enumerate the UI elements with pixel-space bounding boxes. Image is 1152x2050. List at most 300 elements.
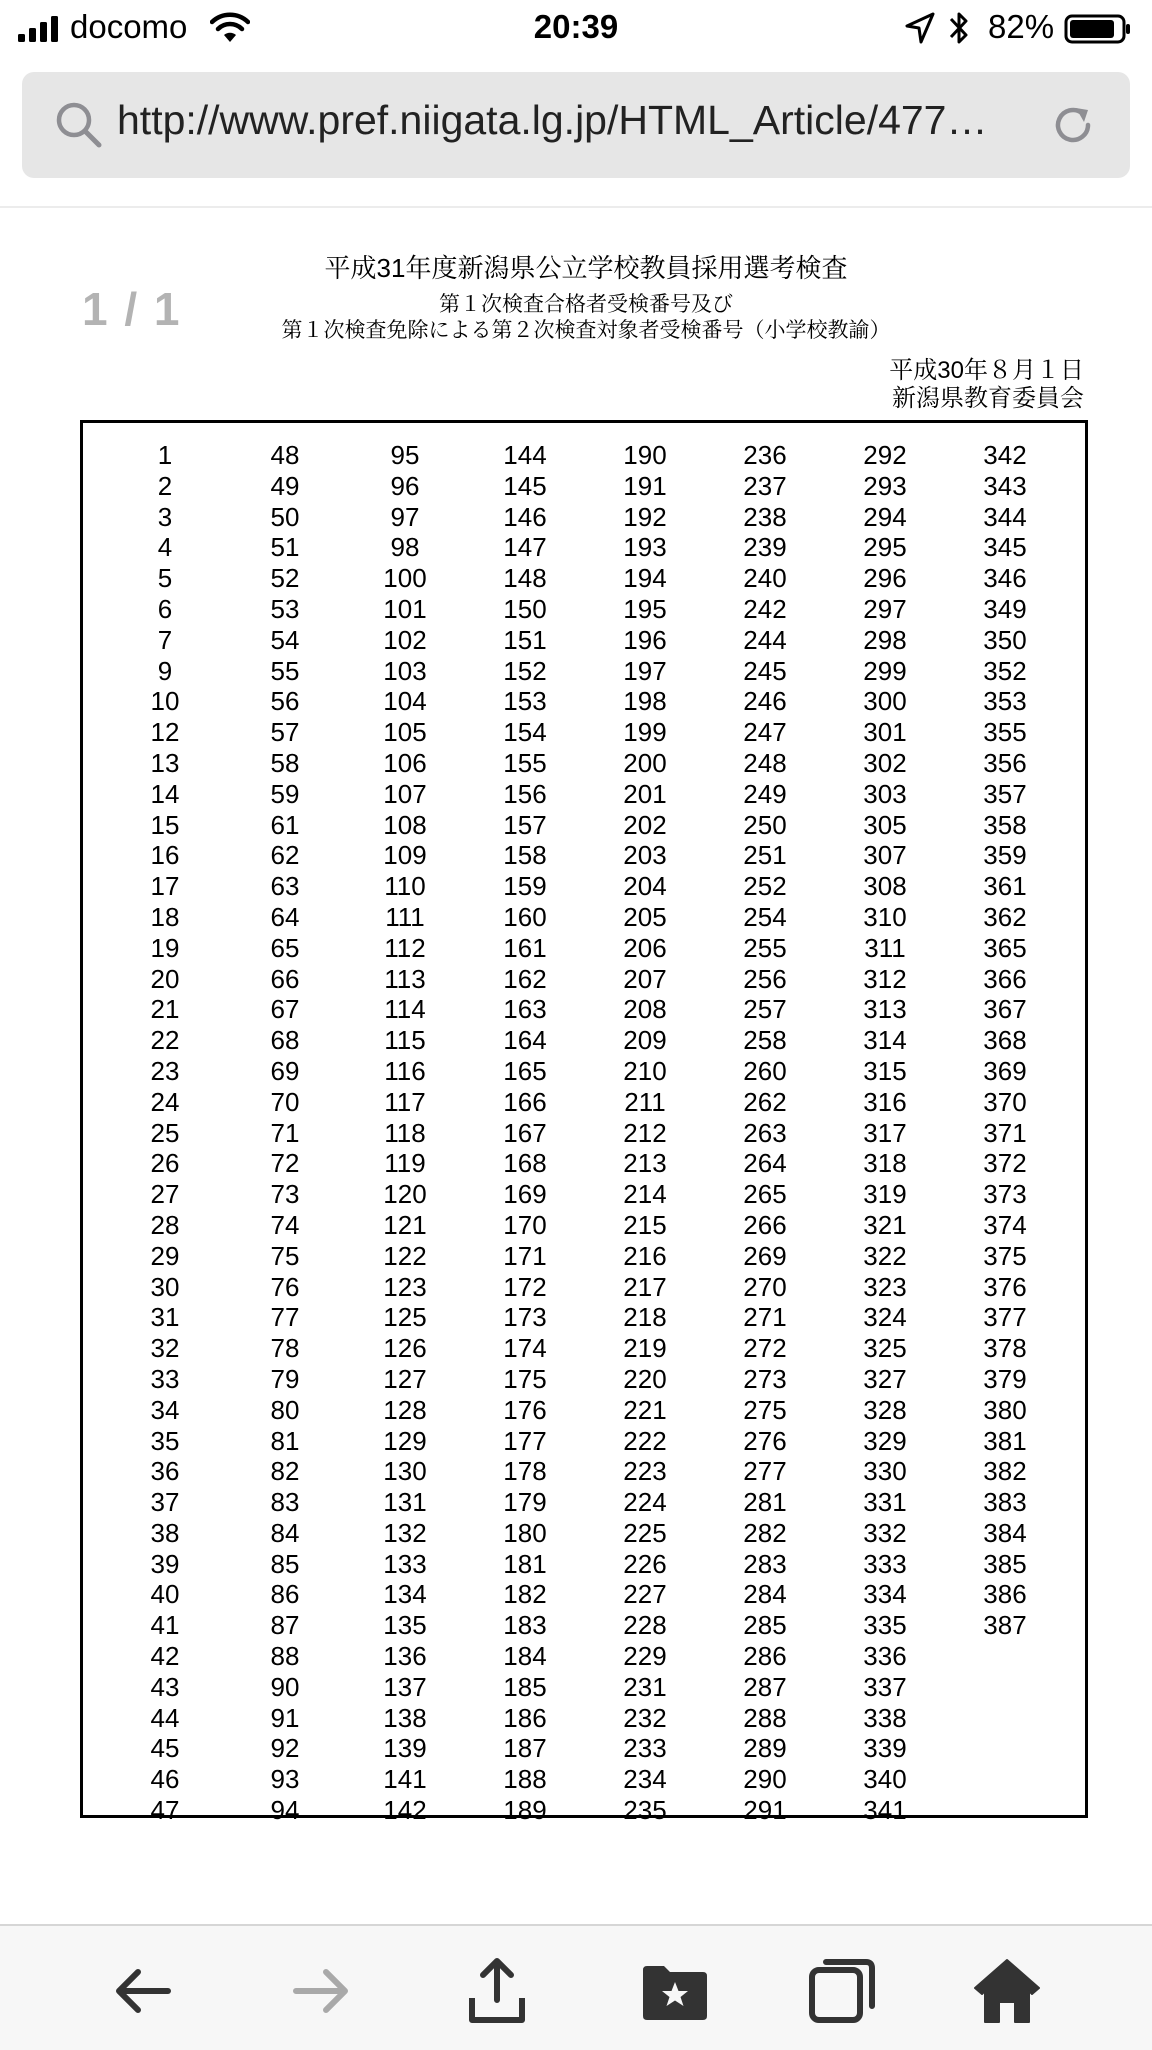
exam-number: 262 [743, 1086, 787, 1117]
exam-number: 50 [270, 501, 300, 532]
exam-number: 370 [983, 1086, 1027, 1117]
exam-number: 317 [863, 1117, 907, 1148]
exam-number: 27 [150, 1179, 180, 1210]
exam-number: 45 [150, 1733, 180, 1764]
exam-number: 113 [384, 963, 426, 994]
exam-number: 56 [270, 686, 300, 717]
exam-number: 102 [383, 624, 427, 655]
exam-number: 171 [503, 1240, 547, 1271]
exam-number: 85 [270, 1548, 300, 1579]
exam-number: 49 [270, 470, 300, 501]
exam-number: 303 [863, 778, 907, 809]
exam-number: 106 [383, 747, 427, 778]
exam-number: 337 [863, 1671, 907, 1702]
exam-number: 254 [743, 901, 787, 932]
exam-number: 275 [743, 1394, 787, 1425]
exam-number: 95 [390, 440, 420, 470]
exam-number: 61 [270, 809, 300, 840]
exam-number: 83 [270, 1487, 300, 1518]
exam-number: 315 [863, 1055, 907, 1086]
exam-number: 26 [150, 1148, 180, 1179]
exam-number: 203 [623, 840, 667, 871]
exam-number: 110 [384, 871, 426, 902]
exam-number: 192 [623, 501, 667, 532]
exam-number: 258 [743, 1025, 787, 1056]
exam-number: 381 [983, 1425, 1027, 1456]
exam-number: 68 [270, 1025, 300, 1056]
exam-number: 20 [150, 963, 180, 994]
exam-number: 216 [623, 1240, 667, 1271]
exam-number: 51 [270, 532, 300, 563]
exam-number: 250 [743, 809, 787, 840]
exam-number: 387 [983, 1610, 1027, 1641]
exam-number: 69 [270, 1055, 300, 1086]
exam-number: 63 [270, 871, 300, 902]
exam-number: 90 [270, 1671, 300, 1702]
exam-number: 293 [863, 470, 907, 501]
exam-number: 159 [503, 871, 547, 902]
exam-number: 227 [623, 1579, 667, 1610]
exam-number: 187 [503, 1733, 547, 1764]
exam-number: 232 [623, 1702, 667, 1733]
exam-number: 173 [503, 1302, 547, 1333]
exam-number: 21 [150, 994, 180, 1025]
exam-number: 175 [503, 1363, 547, 1394]
exam-number: 301 [863, 717, 907, 748]
exam-number: 271 [743, 1302, 787, 1333]
exam-number: 112 [384, 932, 426, 963]
exam-number: 223 [623, 1456, 667, 1487]
exam-number: 137 [383, 1671, 427, 1702]
exam-number: 164 [503, 1025, 547, 1056]
page-indicator: 1 / 1 [82, 283, 182, 335]
exam-number: 290 [743, 1764, 787, 1795]
exam-number: 270 [743, 1271, 787, 1302]
exam-number: 308 [863, 871, 907, 902]
exam-number: 340 [863, 1764, 907, 1795]
exam-number: 103 [383, 655, 427, 686]
exam-number: 377 [983, 1302, 1027, 1333]
exam-number: 3 [157, 501, 173, 532]
exam-number: 80 [270, 1394, 300, 1425]
exam-number: 16 [150, 840, 180, 871]
exam-number: 155 [503, 747, 547, 778]
exam-number: 44 [150, 1702, 180, 1733]
exam-number: 359 [983, 840, 1027, 871]
number-column [125, 440, 205, 1826]
reload-icon[interactable] [1048, 100, 1098, 150]
exam-number: 91 [270, 1702, 300, 1733]
exam-number: 88 [270, 1641, 300, 1672]
exam-number: 251 [743, 840, 787, 871]
exam-number: 196 [623, 624, 667, 655]
exam-number: 70 [270, 1086, 300, 1117]
number-column [725, 440, 805, 1826]
exam-number: 284 [743, 1579, 787, 1610]
exam-number: 79 [270, 1363, 300, 1394]
exam-number: 126 [383, 1333, 427, 1364]
exam-number: 38 [150, 1517, 180, 1548]
exam-number: 237 [743, 470, 787, 501]
number-column [845, 440, 925, 1826]
exam-number: 174 [503, 1333, 547, 1364]
exam-number: 114 [384, 994, 426, 1025]
exam-number: 147 [503, 532, 547, 563]
exam-number: 328 [863, 1394, 907, 1425]
exam-number: 98 [390, 532, 420, 563]
exam-number: 9 [157, 655, 173, 686]
exam-number: 322 [863, 1240, 907, 1271]
exam-number: 169 [503, 1179, 547, 1210]
exam-number: 190 [623, 440, 667, 470]
exam-number: 229 [623, 1641, 667, 1672]
exam-number: 127 [383, 1363, 427, 1394]
exam-number: 302 [863, 747, 907, 778]
exam-number: 86 [270, 1579, 300, 1610]
number-column [485, 440, 565, 1826]
exam-number: 311 [864, 932, 906, 963]
exam-number: 343 [983, 470, 1027, 501]
exam-number: 12 [150, 717, 180, 748]
exam-number: 139 [383, 1733, 427, 1764]
exam-number: 224 [623, 1487, 667, 1518]
exam-number: 378 [983, 1333, 1027, 1364]
exam-number: 59 [270, 778, 300, 809]
exam-number: 298 [863, 624, 907, 655]
exam-number: 57 [270, 717, 300, 748]
exam-number: 323 [863, 1271, 907, 1302]
exam-number: 163 [503, 994, 547, 1025]
exam-number: 316 [863, 1086, 907, 1117]
exam-number: 1 [157, 440, 173, 470]
exam-number: 39 [150, 1548, 180, 1579]
exam-number: 350 [983, 624, 1027, 655]
exam-number: 23 [150, 1055, 180, 1086]
exam-number: 375 [983, 1240, 1027, 1271]
exam-number: 357 [983, 778, 1027, 809]
exam-number: 161 [503, 932, 547, 963]
exam-number: 355 [983, 717, 1027, 748]
exam-number: 105 [383, 717, 427, 748]
exam-number: 184 [503, 1641, 547, 1672]
exam-number: 35 [150, 1425, 180, 1456]
exam-number: 182 [503, 1579, 547, 1610]
exam-number: 24 [150, 1086, 180, 1117]
exam-number: 256 [743, 963, 787, 994]
bookmarks-button[interactable] [640, 1956, 710, 2026]
exam-number: 295 [863, 532, 907, 563]
exam-number: 142 [383, 1795, 427, 1826]
exam-number: 197 [623, 655, 667, 686]
exam-number: 165 [503, 1055, 547, 1086]
exam-number: 55 [270, 655, 300, 686]
exam-number: 116 [384, 1055, 426, 1086]
exam-number: 22 [150, 1025, 180, 1056]
exam-number: 297 [863, 593, 907, 624]
exam-number: 324 [863, 1302, 907, 1333]
exam-number: 221 [623, 1394, 667, 1425]
number-column [365, 440, 445, 1826]
exam-number: 133 [383, 1548, 427, 1579]
exam-number: 332 [863, 1517, 907, 1548]
exam-number: 257 [743, 994, 787, 1025]
exam-number: 217 [623, 1271, 667, 1302]
share-button[interactable] [462, 1956, 532, 2026]
exam-number: 146 [503, 501, 547, 532]
bluetooth-icon [948, 10, 970, 46]
exam-number: 109 [383, 840, 427, 871]
document-subtitle-2: 第１次検査免除による第２次検査対象者受検番号（小学校教諭） [281, 319, 891, 342]
document-organization: 新潟県教育委員会 [892, 385, 1084, 412]
exam-number: 245 [743, 655, 787, 686]
exam-number: 178 [503, 1456, 547, 1487]
exam-number: 42 [150, 1641, 180, 1672]
exam-number: 188 [503, 1764, 547, 1795]
exam-number: 383 [983, 1487, 1027, 1518]
exam-number: 207 [623, 963, 667, 994]
exam-number: 372 [983, 1148, 1027, 1179]
status-time: 20:39 [533, 8, 619, 45]
exam-number: 97 [390, 501, 420, 532]
exam-number: 385 [983, 1548, 1027, 1579]
exam-number: 231 [623, 1671, 667, 1702]
exam-number: 215 [623, 1209, 667, 1240]
exam-number: 128 [383, 1394, 427, 1425]
exam-number: 76 [270, 1271, 300, 1302]
exam-number: 356 [983, 747, 1027, 778]
forward-button[interactable] [286, 1956, 356, 2026]
exam-number: 123 [383, 1271, 427, 1302]
exam-number: 313 [863, 994, 907, 1025]
exam-number: 48 [270, 440, 300, 470]
exam-number: 144 [503, 440, 547, 470]
exam-number: 199 [623, 717, 667, 748]
exam-number: 353 [983, 686, 1027, 717]
carrier-name: docomo [70, 8, 188, 45]
exam-number: 319 [863, 1179, 907, 1210]
back-button[interactable] [108, 1956, 178, 2026]
search-icon [54, 100, 104, 150]
exam-number: 249 [743, 778, 787, 809]
exam-number: 168 [503, 1148, 547, 1179]
exam-number: 282 [743, 1517, 787, 1548]
exam-number: 71 [270, 1117, 300, 1148]
exam-number: 305 [863, 809, 907, 840]
exam-number: 158 [503, 840, 547, 871]
exam-number: 345 [983, 532, 1027, 563]
battery-percent: 82% [988, 8, 1055, 45]
exam-number: 225 [623, 1517, 667, 1548]
exam-number: 13 [150, 747, 180, 778]
exam-number: 136 [383, 1641, 427, 1672]
exam-number: 53 [270, 593, 300, 624]
exam-number: 236 [743, 440, 787, 470]
exam-number: 335 [863, 1610, 907, 1641]
exam-number: 14 [150, 778, 180, 809]
exam-number: 29 [150, 1240, 180, 1271]
status-bar [0, 0, 1152, 60]
exam-number: 6 [157, 593, 173, 624]
exam-number: 200 [623, 747, 667, 778]
exam-number: 240 [743, 563, 787, 594]
exam-number: 386 [983, 1579, 1027, 1610]
exam-number: 132 [383, 1517, 427, 1548]
exam-number: 368 [983, 1025, 1027, 1056]
location-icon [905, 12, 935, 44]
exam-number: 108 [383, 809, 427, 840]
exam-number: 362 [983, 901, 1027, 932]
exam-number: 204 [623, 871, 667, 902]
exam-number: 367 [983, 994, 1027, 1025]
exam-number: 65 [270, 932, 300, 963]
exam-number: 334 [863, 1579, 907, 1610]
exam-number: 380 [983, 1394, 1027, 1425]
exam-number: 166 [503, 1086, 547, 1117]
exam-number: 122 [383, 1240, 427, 1271]
exam-number: 288 [743, 1702, 787, 1733]
address-bar[interactable] [22, 72, 1130, 178]
exam-number: 183 [503, 1610, 547, 1641]
exam-number: 5 [157, 563, 173, 594]
exam-number: 286 [743, 1641, 787, 1672]
exam-number: 214 [623, 1179, 667, 1210]
exam-number: 66 [270, 963, 300, 994]
exam-number: 82 [270, 1456, 300, 1487]
exam-number: 94 [270, 1795, 300, 1826]
exam-number: 40 [150, 1579, 180, 1610]
exam-number: 384 [983, 1517, 1027, 1548]
document-date: 平成30年８月１日 [889, 357, 1084, 384]
exam-number: 54 [270, 624, 300, 655]
exam-number: 287 [743, 1671, 787, 1702]
exam-number: 19 [150, 932, 180, 963]
exam-number: 84 [270, 1517, 300, 1548]
exam-number: 264 [743, 1148, 787, 1179]
exam-number: 101 [383, 593, 427, 624]
exam-number: 181 [503, 1548, 547, 1579]
exam-number: 300 [863, 686, 907, 717]
exam-number: 211 [624, 1086, 666, 1117]
exam-number: 239 [743, 532, 787, 563]
exam-number: 333 [863, 1548, 907, 1579]
numbers-table [80, 420, 1088, 1826]
exam-number: 47 [150, 1795, 180, 1826]
exam-number: 310 [863, 901, 907, 932]
number-column [965, 440, 1045, 1641]
exam-number: 120 [383, 1179, 427, 1210]
exam-number: 212 [623, 1117, 667, 1148]
exam-number: 242 [743, 593, 787, 624]
exam-number: 331 [863, 1487, 907, 1518]
exam-number: 291 [743, 1795, 787, 1826]
exam-number: 365 [983, 932, 1027, 963]
number-column [605, 440, 685, 1826]
exam-number: 25 [150, 1117, 180, 1148]
document-subtitle-1: 第１次検査合格者受検番号及び [439, 293, 733, 316]
tabs-button[interactable] [808, 1956, 878, 2026]
exam-number: 156 [503, 778, 547, 809]
exam-number: 299 [863, 655, 907, 686]
exam-number: 34 [150, 1394, 180, 1425]
exam-number: 266 [743, 1209, 787, 1240]
exam-number: 152 [503, 655, 547, 686]
exam-number: 255 [743, 932, 787, 963]
exam-number: 172 [503, 1271, 547, 1302]
exam-number: 220 [623, 1363, 667, 1394]
exam-number: 141 [383, 1764, 427, 1795]
exam-number: 33 [150, 1363, 180, 1394]
exam-number: 247 [743, 717, 787, 748]
exam-number: 162 [503, 963, 547, 994]
exam-number: 344 [983, 501, 1027, 532]
exam-number: 151 [503, 624, 547, 655]
exam-number: 209 [623, 1025, 667, 1056]
exam-number: 307 [863, 840, 907, 871]
exam-number: 281 [743, 1487, 787, 1518]
exam-number: 195 [623, 593, 667, 624]
exam-number: 252 [743, 871, 787, 902]
exam-number: 244 [743, 624, 787, 655]
exam-number: 292 [863, 440, 907, 470]
exam-number: 150 [503, 593, 547, 624]
home-button[interactable] [972, 1956, 1042, 2026]
exam-number: 349 [983, 593, 1027, 624]
exam-number: 73 [270, 1179, 300, 1210]
exam-number: 176 [503, 1394, 547, 1425]
exam-number: 153 [503, 686, 547, 717]
exam-number: 170 [503, 1209, 547, 1240]
exam-number: 201 [623, 778, 667, 809]
exam-number: 189 [503, 1795, 547, 1826]
exam-number: 154 [503, 717, 547, 748]
exam-number: 346 [983, 563, 1027, 594]
exam-number: 371 [983, 1117, 1027, 1148]
exam-number: 276 [743, 1425, 787, 1456]
exam-number: 376 [983, 1271, 1027, 1302]
exam-number: 336 [863, 1641, 907, 1672]
exam-number: 369 [983, 1055, 1027, 1086]
exam-number: 74 [270, 1209, 300, 1240]
exam-number: 198 [623, 686, 667, 717]
exam-number: 202 [623, 809, 667, 840]
exam-number: 10 [150, 686, 180, 717]
exam-number: 260 [743, 1055, 787, 1086]
exam-number: 15 [150, 809, 180, 840]
exam-number: 296 [863, 563, 907, 594]
exam-number: 314 [863, 1025, 907, 1056]
url-text[interactable]: http://www.pref.niigata.lg.jp/HTML_Article/477… [117, 97, 988, 143]
exam-number: 277 [743, 1456, 787, 1487]
exam-number: 265 [743, 1179, 787, 1210]
exam-number: 219 [623, 1333, 667, 1364]
exam-number: 117 [384, 1086, 426, 1117]
exam-number: 366 [983, 963, 1027, 994]
exam-number: 373 [983, 1179, 1027, 1210]
exam-number: 31 [150, 1302, 180, 1333]
exam-number: 185 [503, 1671, 547, 1702]
exam-number: 379 [983, 1363, 1027, 1394]
exam-number: 177 [503, 1425, 547, 1456]
exam-number: 2 [157, 470, 173, 501]
exam-number: 167 [503, 1117, 547, 1148]
battery-icon [1064, 13, 1132, 45]
exam-number: 283 [743, 1548, 787, 1579]
exam-number: 234 [623, 1764, 667, 1795]
browser-toolbar [0, 1924, 1152, 2050]
exam-number: 32 [150, 1333, 180, 1364]
exam-number: 131 [383, 1487, 427, 1518]
exam-number: 92 [270, 1733, 300, 1764]
